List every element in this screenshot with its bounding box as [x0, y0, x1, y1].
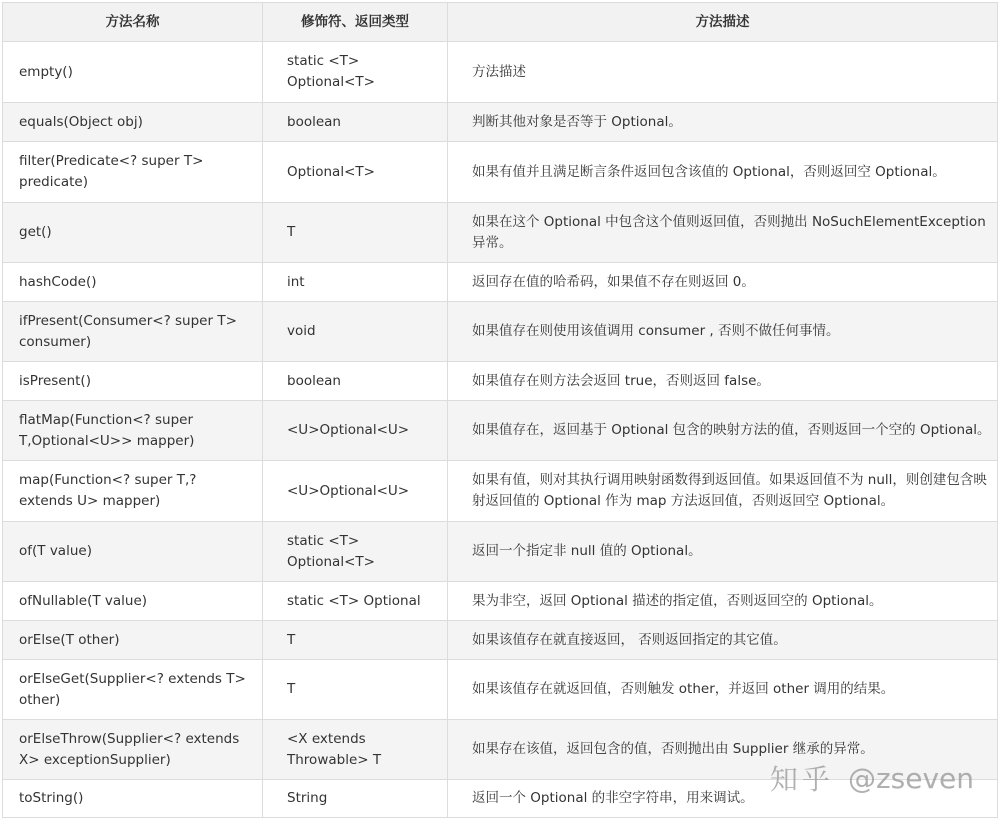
method-name: flatMap(Function<? super T,Optional<U>> mapper): [3, 401, 263, 461]
return-type: <X extends Throwable> T: [263, 720, 448, 780]
method-description: 如果在这个 Optional 中包含这个值则返回值，否则抛出 NoSuchElementException 异常。: [448, 203, 998, 263]
table-row: [3, 780, 998, 818]
header-method-description: 方法描述: [448, 3, 998, 42]
table-row: [3, 362, 998, 401]
return-type: T: [263, 660, 448, 720]
method-name: orElseThrow(Supplier<? extends X> exceptionSupplier): [3, 720, 263, 780]
method-description: 如果有值并且满足断言条件返回包含该值的 Optional，否则返回空 Optional。: [448, 142, 998, 203]
method-description: 如果该值存在就直接返回， 否则返回指定的其它值。: [448, 621, 998, 660]
method-name: orElse(T other): [3, 621, 263, 660]
optional-methods-table: [2, 2, 998, 818]
method-description: 如果有值，则对其执行调用映射函数得到返回值。如果返回值不为 null，则创建包含映射返回值的 Optional 作为 map 方法返回值，否则返回空 Optional。: [448, 461, 998, 522]
table-row: [3, 720, 998, 780]
return-type: static <T> Optional: [263, 582, 448, 621]
table-row: [3, 203, 998, 263]
method-name: filter(Predicate<? super T> predicate): [3, 142, 263, 203]
method-description: 如果值存在则使用该值调用 consumer , 否则不做任何事情。: [448, 302, 998, 362]
method-name: empty(): [3, 42, 263, 103]
zhihu-logo: 知乎: [769, 763, 834, 796]
return-type: T: [263, 203, 448, 263]
header-modifier-return-type: 修饰符、返回类型: [263, 3, 448, 42]
method-description: 返回存在值的哈希码，如果值不存在则返回 0。: [448, 263, 998, 302]
table-header-row: [3, 3, 998, 42]
method-name: map(Function<? super T,? extends U> mapper): [3, 461, 263, 522]
method-description: 返回一个指定非 null 值的 Optional。: [448, 522, 998, 582]
return-type: Optional<T>: [263, 142, 448, 203]
method-description: 如果值存在，返回基于 Optional 包含的映射方法的值，否则返回一个空的 Optional。: [448, 401, 998, 461]
method-name: ifPresent(Consumer<? super T> consumer): [3, 302, 263, 362]
method-description: 如果值存在则方法会返回 true，否则返回 false。: [448, 362, 998, 401]
return-type: void: [263, 302, 448, 362]
method-description: 判断其他对象是否等于 Optional。: [448, 103, 998, 142]
return-type: String: [263, 780, 448, 818]
method-description: 如果该值存在就返回值，否则触发 other，并返回 other 调用的结果。: [448, 660, 998, 720]
header-method-name: 方法名称: [3, 3, 263, 42]
method-description: 返回一个 Optional 的非空字符串，用来调试。: [448, 780, 998, 818]
table-row: [3, 263, 998, 302]
return-type: boolean: [263, 103, 448, 142]
method-name: equals(Object obj): [3, 103, 263, 142]
table-row: [3, 461, 998, 522]
return-type: static <T> Optional<T>: [263, 522, 448, 582]
return-type: boolean: [263, 362, 448, 401]
return-type: T: [263, 621, 448, 660]
return-type: int: [263, 263, 448, 302]
method-name: toString(): [3, 780, 263, 818]
method-description: 方法描述: [448, 42, 998, 103]
return-type: static <T> Optional<T>: [263, 42, 448, 103]
table-row: [3, 302, 998, 362]
table-row: [3, 582, 998, 621]
method-name: hashCode(): [3, 263, 263, 302]
table-row: [3, 42, 998, 103]
method-name: isPresent(): [3, 362, 263, 401]
return-type: <U>Optional<U>: [263, 461, 448, 522]
method-description: 如果存在该值，返回包含的值，否则抛出由 Supplier 继承的异常。: [448, 720, 998, 780]
method-description: 果为非空，返回 Optional 描述的指定值，否则返回空的 Optional。: [448, 582, 998, 621]
table-row: [3, 660, 998, 720]
table-row: [3, 401, 998, 461]
method-name: orElseGet(Supplier<? extends T> other): [3, 660, 263, 720]
table-row: [3, 103, 998, 142]
method-name: of(T value): [3, 522, 263, 582]
method-name: ofNullable(T value): [3, 582, 263, 621]
table-row: [3, 621, 998, 660]
table-row: [3, 522, 998, 582]
method-name: get(): [3, 203, 263, 263]
return-type: <U>Optional<U>: [263, 401, 448, 461]
table-row: [3, 142, 998, 203]
author-handle: @zseven: [847, 761, 974, 795]
